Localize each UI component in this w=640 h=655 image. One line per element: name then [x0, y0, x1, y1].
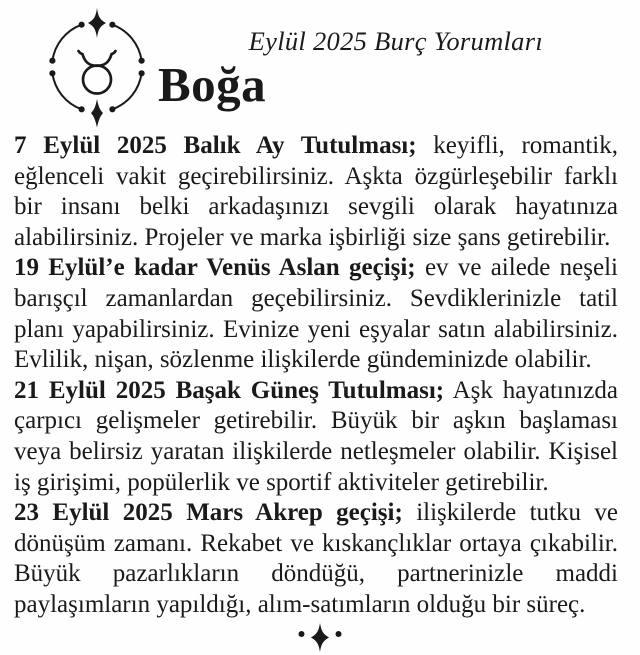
- star-ornament-icon: [88, 8, 106, 38]
- paragraph-text: ilişkilerde tutku ve dönüşüm zamanı. Rekabet ve kıskançlıklar ortaya çıkabilir. Büyük pazarlıkların döndüğü, partnerinizle maddi paylaşımların yapıldığı, alım-satımların olduğu bir süreç.: [14, 499, 618, 618]
- diamond-ornament-icon: [91, 99, 103, 128]
- paragraph-lead: 23 Eylül 2025 Mars Akrep geçişi;: [14, 499, 403, 527]
- paragraph-text: keyifli, romantik, eğlenceli vakit geçirebilirsiniz. Aşkta özgürleşebilir farklı bir insanı belki arkadaşınızı sevgili olarak hayatınıza alabilirsiniz. Projeler ve marka işbirliği size şans getirebilir.: [14, 132, 618, 251]
- sign-title: Boğa: [158, 57, 267, 112]
- taurus-emblem-icon: [40, 7, 154, 128]
- next-sign-ornament-icon: [297, 621, 343, 655]
- paragraph-lead: 7 Eylül 2025 Balık Ay Tutulması;: [14, 132, 417, 159]
- taurus-icon: [79, 51, 116, 94]
- paragraph-moon-eclipse: [14, 131, 618, 253]
- horoscope-body: [14, 131, 618, 621]
- paragraph-text: ev ve ailede neşeli barışçıl zamanlardan geçebilirsiniz. Sevdiklerinizle tatil planı yapabilirsiniz. Evinize yeni eşyalar satın alabilirsiniz. Evlilik, nişan, sözlenme ilişkilerde gündeminizde olabilir.: [14, 254, 618, 374]
- paragraph-text: Aşk hayatınızda çarpıcı gelişmeler getirebilir. Büyük bir aşkın başlaması veya belirsiz yaratan ilişkilerde netleşmeler olabilir. Kişisel iş girişimi, popülerlik ve sportif aktiviteler getirebilir.: [14, 376, 618, 496]
- paragraph-lead: 19 Eylül’e kadar Venüs Aslan geçişi;: [14, 254, 416, 282]
- paragraph-mars-transit: [14, 498, 618, 620]
- paragraph-lead: 21 Eylül 2025 Başak Güneş Tutulması;: [14, 376, 445, 404]
- paragraph-venus-transit: [14, 253, 618, 375]
- paragraph-sun-eclipse: [14, 376, 618, 498]
- masthead-title: Eylül 2025 Burç Yorumları: [248, 26, 543, 56]
